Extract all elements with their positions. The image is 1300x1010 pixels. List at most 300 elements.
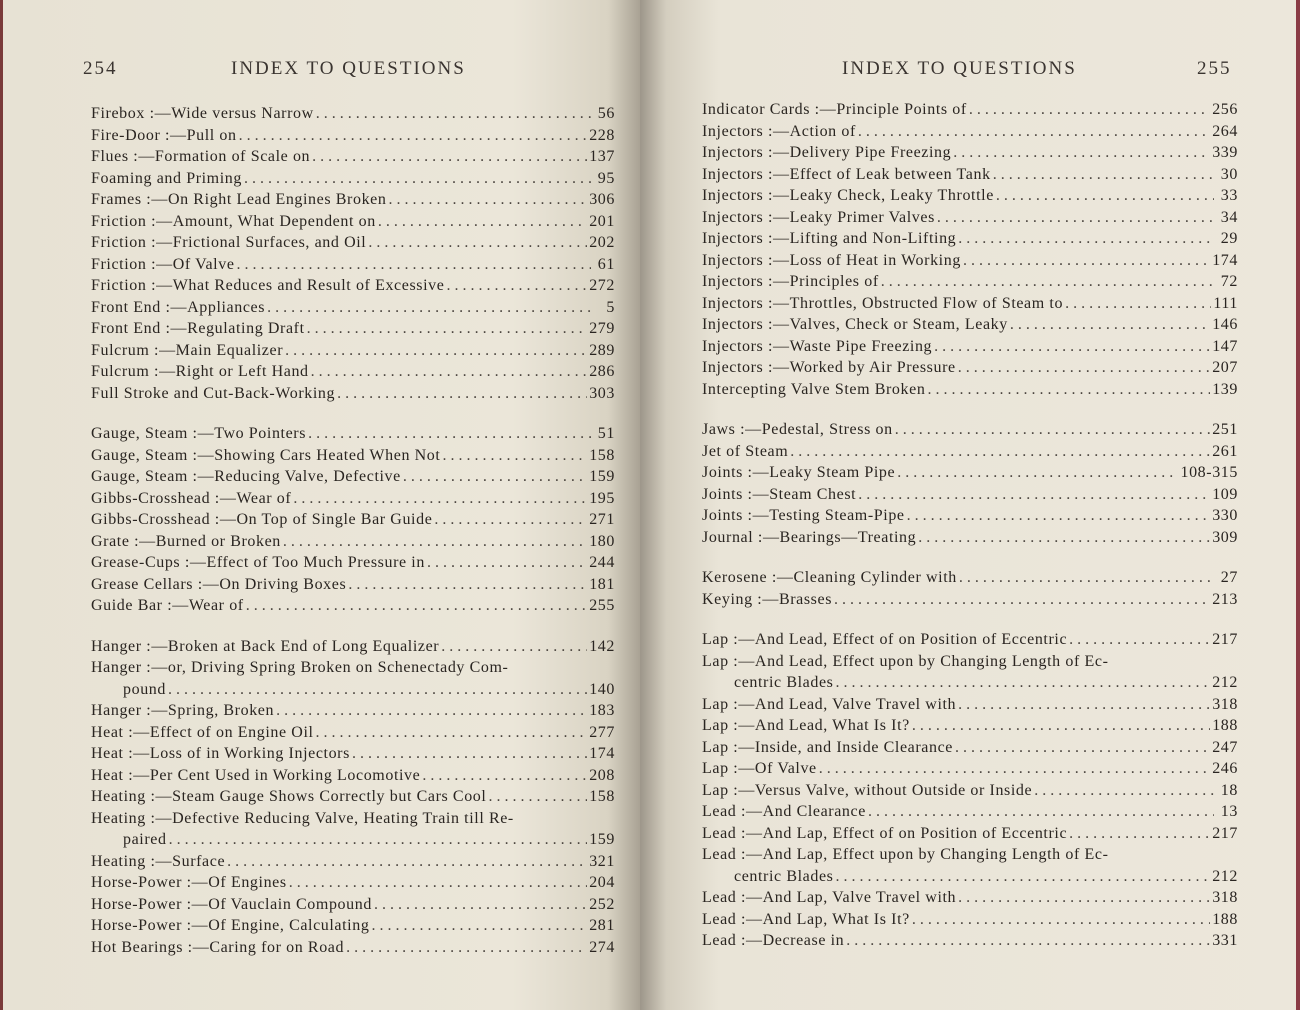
leader-dots <box>285 340 587 362</box>
entry-text: Heat :—Loss of in Working Injectors <box>91 745 350 762</box>
entry-text: Lead :—And Lap, What Is It? <box>702 910 910 928</box>
entry-text: Friction :—Frictional Surfaces, and Oil <box>91 234 367 251</box>
group-separator <box>702 610 1238 629</box>
leader-dots <box>858 121 1210 143</box>
leader-dots <box>239 125 588 147</box>
index-entry <box>702 694 1238 716</box>
index-entry <box>702 567 1238 589</box>
entry-page-ref: 252 <box>589 895 615 913</box>
index-entry <box>702 185 1238 207</box>
entry-page-ref: 181 <box>589 575 615 593</box>
index-entry <box>91 722 615 744</box>
entry-text: Heating :—Surface <box>91 852 226 870</box>
entry-page-ref: 29 <box>1220 230 1238 247</box>
entry-text: Heat :—Per Cent Used in Working Locomotive <box>91 766 421 784</box>
leader-dots <box>1065 293 1211 315</box>
index-entry <box>702 142 1238 164</box>
index-entry-continuation <box>702 866 1238 888</box>
entry-text: Horse-Power :—Of Vauclain Compound <box>91 895 372 913</box>
leader-dots <box>959 567 1214 589</box>
entry-text: Gibbs-Crosshead :—On Top of Single Bar Guide <box>91 511 433 528</box>
entry-page-ref: 174 <box>589 745 615 762</box>
entry-text: Gauge, Steam :—Two Pointers <box>91 425 307 442</box>
leader-dots <box>1069 823 1210 845</box>
index-entry <box>702 589 1238 611</box>
index-entry <box>91 574 615 596</box>
entry-text: Lap :—Inside, and Inside Clearance <box>702 738 953 756</box>
entry-text: Fulcrum :—Main Equalizer <box>91 341 284 359</box>
index-entry <box>91 894 615 916</box>
leader-dots <box>897 462 1178 484</box>
entry-page-ref: 33 <box>1220 187 1238 204</box>
index-entries <box>91 103 615 958</box>
leader-dots <box>246 595 587 617</box>
leader-dots <box>168 679 587 701</box>
entry-page-ref: 147 <box>1212 337 1238 355</box>
entry-text: Injectors :—Leaky Check, Leaky Throttle <box>702 187 994 204</box>
leader-dots <box>389 189 588 211</box>
entry-text: Indicator Cards :—Principle Points of <box>702 101 967 118</box>
leader-dots <box>307 318 588 340</box>
leader-dots <box>958 887 1210 909</box>
leader-dots <box>371 915 587 937</box>
index-entry <box>702 379 1238 401</box>
index-entry <box>91 383 615 405</box>
entry-text: Flues :—Formation of Scale on <box>91 148 311 165</box>
entry-text: Hanger :—Spring, Broken <box>91 702 275 719</box>
entry-page-ref: 339 <box>1212 144 1238 161</box>
entry-page-ref: 261 <box>1212 442 1238 460</box>
entry-text: Lap :—And Lead, What Is It? <box>702 717 910 734</box>
leader-dots <box>881 271 1214 293</box>
entry-page-ref: 212 <box>1212 867 1238 885</box>
leader-dots <box>434 509 587 531</box>
index-entry <box>702 164 1238 186</box>
index-entry <box>91 318 615 340</box>
entry-page-ref: 142 <box>589 637 615 655</box>
index-entry <box>702 505 1238 527</box>
entry-page-ref: 247 <box>1212 738 1238 756</box>
leader-dots <box>283 531 587 553</box>
index-entry <box>702 207 1238 229</box>
entry-text: Fulcrum :—Right or Left Hand <box>91 363 309 380</box>
leader-dots <box>488 786 587 808</box>
leader-dots <box>244 168 591 190</box>
leader-dots <box>835 672 1210 694</box>
entry-text: Full Stroke and Cut-Back-Working <box>91 384 336 402</box>
entry-page-ref: 183 <box>589 702 615 719</box>
index-entry <box>702 780 1238 802</box>
entry-page-ref: 251 <box>1212 421 1238 438</box>
index-entry <box>91 657 615 679</box>
index-entry <box>91 488 615 510</box>
index-entry <box>702 651 1238 673</box>
index-entry <box>702 419 1238 441</box>
leader-dots <box>441 636 587 658</box>
index-entry <box>91 808 615 830</box>
page-number: 254 <box>83 58 118 79</box>
group-separator <box>91 617 615 636</box>
entry-text: Intercepting Valve Stem Broken <box>702 380 926 398</box>
index-entry <box>91 445 615 467</box>
entry-text: Heat :—Effect of on Engine Oil <box>91 723 314 741</box>
entry-text: Injectors :—Lifting and Non-Lifting <box>702 230 957 247</box>
entry-page-ref: 212 <box>1212 674 1238 691</box>
leader-dots <box>934 336 1210 358</box>
leader-dots <box>958 357 1210 379</box>
entry-page-ref: 158 <box>589 446 615 464</box>
leader-dots <box>427 552 587 574</box>
index-entry <box>91 466 615 488</box>
index-entry <box>702 758 1238 780</box>
entry-text: Lead :—And Lap, Effect upon by Changing Length of Ec- <box>702 846 1109 863</box>
index-entry <box>91 168 615 190</box>
index-entry <box>91 254 615 276</box>
entry-text: Grease Cellars :—On Driving Boxes <box>91 575 347 593</box>
entry-page-ref: 109 <box>1212 485 1238 503</box>
leader-dots <box>337 383 587 405</box>
index-entry <box>702 930 1238 952</box>
index-entry <box>702 314 1238 336</box>
entry-text: Keying :—Brasses <box>702 590 833 608</box>
entry-page-ref: 256 <box>1212 101 1238 118</box>
leader-dots <box>289 872 587 894</box>
entry-page-ref: 272 <box>589 277 615 294</box>
leader-dots <box>368 232 587 254</box>
leader-dots <box>169 829 588 851</box>
entry-page-ref: 246 <box>1212 760 1238 777</box>
index-entry <box>702 527 1238 549</box>
entry-page-ref: 274 <box>589 938 615 956</box>
entry-text: Front End :—Appliances <box>91 298 266 316</box>
leader-dots <box>953 142 1210 164</box>
entry-page-ref: 286 <box>589 363 615 380</box>
running-head: INDEX TO QUESTIONS <box>231 58 466 79</box>
leader-dots <box>912 715 1210 737</box>
index-entry <box>702 271 1238 293</box>
running-head: INDEX TO QUESTIONS <box>842 58 1077 79</box>
entry-page-ref: 159 <box>589 831 615 848</box>
entry-page-ref: 228 <box>589 126 615 144</box>
entry-text: Foaming and Priming <box>91 169 242 187</box>
index-entry <box>91 509 615 531</box>
index-entry <box>91 915 615 937</box>
entry-page-ref: 146 <box>1212 316 1238 333</box>
index-entry <box>702 462 1238 484</box>
index-entry <box>91 297 615 319</box>
leader-dots <box>955 737 1210 759</box>
entry-page-ref: 306 <box>589 191 615 208</box>
entry-text: Lap :—Of Valve <box>702 760 817 777</box>
entry-text: Hanger :—Broken at Back End of Long Equalizer <box>91 637 440 655</box>
entry-text: Grease-Cups :—Effect of Too Much Pressure in <box>91 554 425 571</box>
entry-page-ref: 56 <box>597 105 615 122</box>
index-entry <box>91 851 615 873</box>
index-entry <box>91 211 615 233</box>
left-page <box>0 0 640 1010</box>
leader-dots <box>1034 780 1214 802</box>
group-separator <box>702 548 1238 567</box>
entry-text: Jaws :—Pedestal, Stress on <box>702 421 893 438</box>
right-page <box>640 0 1300 1010</box>
leader-dots <box>374 894 587 916</box>
entry-page-ref: 244 <box>589 554 615 571</box>
index-entry-continuation <box>702 672 1238 694</box>
entry-text: Joints :—Testing Steam-Pipe <box>702 507 905 524</box>
entry-text: Injectors :—Principles of <box>702 273 879 290</box>
entry-page-ref: 255 <box>589 597 615 614</box>
index-entry <box>91 937 615 959</box>
leader-dots <box>846 930 1210 952</box>
index-entry <box>91 146 615 168</box>
entry-text: Firebox :—Wide versus Narrow <box>91 105 314 122</box>
index-entry <box>91 232 615 254</box>
leader-dots <box>403 466 587 488</box>
leader-dots <box>937 207 1214 229</box>
entry-text: Gibbs-Crosshead :—Wear of <box>91 489 292 507</box>
leader-dots <box>927 379 1210 401</box>
leader-dots <box>348 574 587 596</box>
entry-page-ref: 139 <box>1212 380 1238 398</box>
leader-dots <box>227 851 587 873</box>
index-entry <box>702 737 1238 759</box>
index-entry <box>702 801 1238 823</box>
entry-text: Lap :—And Lead, Effect upon by Changing Length of Ec- <box>702 652 1109 670</box>
entry-page-ref: 51 <box>597 425 615 442</box>
index-entry <box>91 743 615 765</box>
entry-page-ref: 30 <box>1220 165 1238 183</box>
index-entry <box>91 765 615 787</box>
index-entry <box>702 99 1238 121</box>
entry-text: Injectors :—Worked by Air Pressure <box>702 359 956 376</box>
entry-page-ref: 13 <box>1220 803 1238 820</box>
leader-dots <box>1010 314 1210 336</box>
entry-page-ref: 195 <box>589 489 615 507</box>
entry-page-ref: 277 <box>589 723 615 741</box>
entry-text-continuation: pound <box>123 680 166 698</box>
index-entry <box>91 595 615 617</box>
entry-page-ref: 279 <box>589 320 615 337</box>
leader-dots <box>958 228 1214 250</box>
entry-text: Lap :—Versus Valve, without Outside or Inside <box>702 781 1033 799</box>
leader-dots <box>790 441 1210 463</box>
index-entry <box>91 340 615 362</box>
entry-page-ref: 217 <box>1212 631 1238 648</box>
entry-text: Injectors :—Waste Pipe Freezing <box>702 337 933 355</box>
leader-dots <box>993 164 1214 186</box>
entry-text: Lead :—And Lap, Valve Travel with <box>702 889 957 906</box>
entry-page-ref: 180 <box>589 532 615 550</box>
entry-page-ref: 111 <box>1213 294 1238 312</box>
index-entry <box>91 423 615 445</box>
index-entry-continuation <box>91 679 615 701</box>
leader-dots <box>858 484 1210 506</box>
entry-page-ref: 217 <box>1212 824 1238 842</box>
entry-page-ref: 318 <box>1212 695 1238 713</box>
index-entry <box>702 715 1238 737</box>
leader-dots <box>442 445 587 467</box>
entry-text: Lead :—And Lap, Effect of on Position of Eccentric <box>702 824 1068 842</box>
leader-dots <box>308 423 591 445</box>
entry-page-ref: 202 <box>589 234 615 251</box>
entry-page-ref: 140 <box>589 680 615 698</box>
entry-page-ref: 34 <box>1220 208 1238 226</box>
group-separator <box>91 404 615 423</box>
entry-text: Lap :—And Lead, Valve Travel with <box>702 695 957 713</box>
leader-dots <box>352 743 587 765</box>
index-entry <box>91 125 615 147</box>
index-entry <box>91 786 615 808</box>
index-entry <box>702 823 1238 845</box>
entry-page-ref: 201 <box>589 212 615 230</box>
leader-dots <box>835 866 1210 888</box>
entry-text: Hanger :—or, Driving Spring Broken on Schenectady Com- <box>91 659 509 676</box>
page-number: 255 <box>1197 58 1232 79</box>
leader-dots <box>907 505 1211 527</box>
entry-page-ref: 137 <box>589 148 615 165</box>
leader-dots <box>958 694 1210 716</box>
entry-page-ref: 208 <box>589 766 615 784</box>
entry-text: Injectors :—Leaky Primer Valves <box>702 208 935 226</box>
entry-text: Gauge, Steam :—Showing Cars Heated When Not <box>91 446 441 464</box>
index-entry <box>702 887 1238 909</box>
entry-text: Heating :—Defective Reducing Valve, Heating Train till Re- <box>91 809 514 827</box>
entry-page-ref: 61 <box>597 255 615 273</box>
entry-page-ref: 95 <box>597 169 615 187</box>
index-entry <box>91 700 615 722</box>
leader-dots <box>996 185 1214 207</box>
leader-dots <box>316 722 588 744</box>
entry-page-ref: 5 <box>606 298 615 316</box>
entry-page-ref: 330 <box>1212 507 1238 524</box>
leader-dots <box>834 589 1210 611</box>
leader-dots <box>378 211 587 233</box>
entry-text: Kerosene :—Cleaning Cylinder with <box>702 569 957 586</box>
leader-dots <box>819 758 1210 780</box>
index-entry <box>702 250 1238 272</box>
leader-dots <box>237 254 591 276</box>
leader-dots <box>312 146 587 168</box>
index-entry <box>702 293 1238 315</box>
entry-page-ref: 289 <box>589 341 615 359</box>
index-entry <box>91 189 615 211</box>
entry-text: Lead :—And Clearance <box>702 803 866 820</box>
index-entry <box>702 336 1238 358</box>
index-entry <box>702 909 1238 931</box>
leader-dots <box>316 103 591 125</box>
entry-text: Injectors :—Delivery Pipe Freezing <box>702 144 952 161</box>
entry-page-ref: 207 <box>1212 359 1238 376</box>
entry-text: Joints :—Steam Chest <box>702 485 857 503</box>
leader-dots <box>918 527 1210 549</box>
index-entry <box>91 552 615 574</box>
entry-page-ref: 158 <box>589 788 615 805</box>
entry-page-ref: 204 <box>589 874 615 891</box>
leader-dots <box>346 937 587 959</box>
entry-text: Injectors :—Valves, Check or Steam, Leaky <box>702 316 1008 333</box>
entry-text: Front End :—Regulating Draft <box>91 320 305 337</box>
index-entry-continuation <box>91 829 615 851</box>
entry-text: Friction :—What Reduces and Result of Excessive <box>91 277 445 294</box>
entry-page-ref: 108-315 <box>1180 464 1238 481</box>
entry-text-continuation: paired <box>123 831 167 848</box>
entry-page-ref: 174 <box>1212 251 1238 269</box>
entry-text: Lap :—And Lead, Effect of on Position of Eccentric <box>702 631 1068 648</box>
group-separator <box>702 400 1238 419</box>
entry-page-ref: 213 <box>1212 590 1238 608</box>
leader-dots <box>963 250 1210 272</box>
leader-dots <box>868 801 1214 823</box>
index-entry <box>702 121 1238 143</box>
entry-text: Injectors :—Throttles, Obstructed Flow of Steam to <box>702 294 1064 312</box>
index-entries <box>702 99 1238 952</box>
entry-page-ref: 309 <box>1212 528 1238 546</box>
index-entry <box>91 361 615 383</box>
entry-page-ref: 188 <box>1212 910 1238 928</box>
index-entry <box>702 357 1238 379</box>
entry-text-continuation: centric Blades <box>734 674 834 691</box>
leader-dots <box>969 99 1210 121</box>
entry-page-ref: 264 <box>1212 122 1238 140</box>
index-entry <box>702 629 1238 651</box>
entry-page-ref: 188 <box>1212 717 1238 734</box>
entry-text: Heating :—Steam Gauge Shows Correctly but Cars Cool <box>91 788 487 805</box>
index-entry <box>91 103 615 125</box>
leader-dots <box>267 297 591 319</box>
entry-text: Jet of Steam <box>702 442 789 460</box>
entry-text: Friction :—Of Valve <box>91 255 235 273</box>
entry-page-ref: 72 <box>1220 273 1238 290</box>
entry-text: Lead :—Decrease in <box>702 932 845 949</box>
entry-text: Injectors :—Loss of Heat in Working <box>702 251 961 269</box>
leader-dots <box>311 361 588 383</box>
index-entry <box>702 441 1238 463</box>
leader-dots <box>293 488 587 510</box>
entry-page-ref: 318 <box>1212 889 1238 906</box>
leader-dots <box>1069 629 1210 651</box>
entry-text: Grate :—Burned or Broken <box>91 532 281 550</box>
index-entry <box>702 844 1238 866</box>
entry-text: Guide Bar :—Wear of <box>91 597 244 614</box>
entry-text: Gauge, Steam :—Reducing Valve, Defective <box>91 468 401 485</box>
entry-page-ref: 281 <box>589 917 615 934</box>
entry-text: Hot Bearings :—Caring for on Road <box>91 938 345 956</box>
entry-text: Joints :—Leaky Steam Pipe <box>702 464 896 481</box>
leader-dots <box>895 419 1210 441</box>
entry-text: Horse-Power :—Of Engines <box>91 874 287 891</box>
entry-text: Fire-Door :—Pull on <box>91 126 237 144</box>
entry-text: Injectors :—Effect of Leak between Tank <box>702 165 991 183</box>
index-entry <box>702 484 1238 506</box>
index-entry <box>91 531 615 553</box>
entry-text: Frames :—On Right Lead Engines Broken <box>91 191 387 208</box>
leader-dots <box>912 909 1210 931</box>
entry-text: Injectors :—Action of <box>702 122 856 140</box>
entry-page-ref: 331 <box>1212 932 1238 949</box>
entry-page-ref: 18 <box>1220 781 1238 799</box>
leader-dots <box>422 765 587 787</box>
entry-text: Friction :—Amount, What Dependent on <box>91 212 376 230</box>
entry-page-ref: 159 <box>589 468 615 485</box>
entry-page-ref: 27 <box>1220 569 1238 586</box>
index-entry <box>91 275 615 297</box>
entry-text: Horse-Power :—Of Engine, Calculating <box>91 917 370 934</box>
entry-page-ref: 271 <box>589 511 615 528</box>
entry-text: Journal :—Bearings—Treating <box>702 528 917 546</box>
leader-dots <box>276 700 587 722</box>
index-entry <box>702 228 1238 250</box>
entry-page-ref: 303 <box>589 384 615 402</box>
